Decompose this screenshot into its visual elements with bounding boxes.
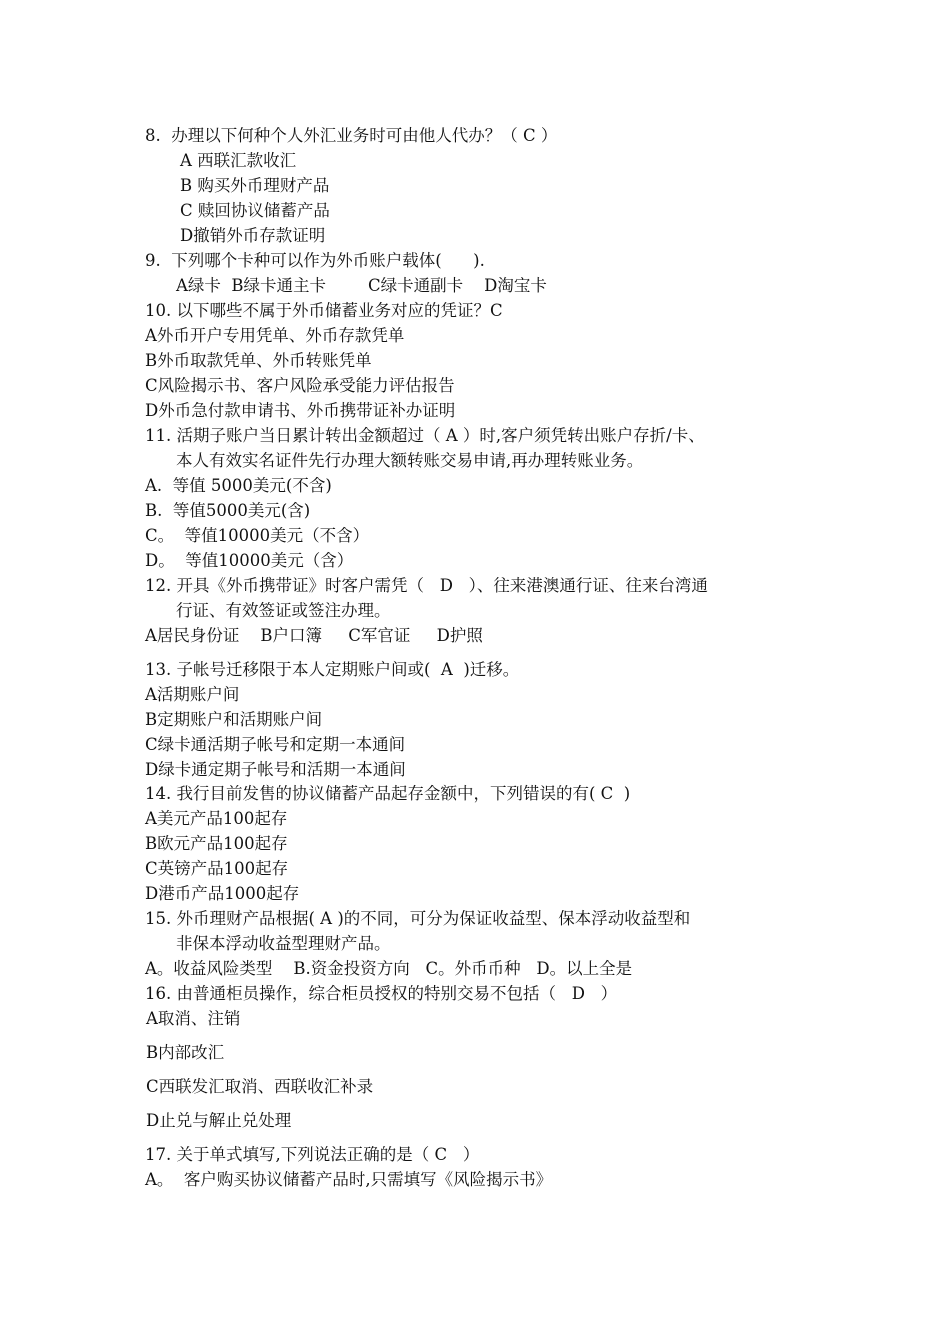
q10-option-b: B外币取款凭单、外币转账凭单 — [145, 351, 372, 370]
q17-question: 17. 关于单式填写,下列说法正确的是（ C ） — [145, 1145, 480, 1164]
q15-question-cont: 非保本浮动收益型理财产品。 — [176, 934, 391, 953]
q13-question: 13. 子帐号迁移限于本人定期账户间或( A )迁移。 — [145, 660, 520, 679]
q8-option-b: B 购买外币理财产品 — [180, 176, 330, 195]
q16-option-c: C西联发汇取消、西联收汇补录 — [146, 1077, 374, 1096]
q16-option-a: A取消、注销 — [146, 1009, 241, 1028]
q14-option-b: B欧元产品100起存 — [145, 834, 288, 853]
q12-question-cont: 行证、有效签证或签注办理。 — [176, 601, 391, 620]
q11-option-b: B. 等值5000美元(含) — [145, 501, 311, 520]
q13-option-a: A活期账户间 — [145, 685, 240, 704]
q17-option-a: A。 客户购买协议储蓄产品时,只需填写《风险揭示书》 — [145, 1170, 553, 1189]
q8-question: 8. 办理以下何种个人外汇业务时可由他人代办？（ C ） — [145, 126, 558, 145]
q13-option-b: B定期账户和活期账户间 — [145, 710, 323, 729]
q9-question: 9. 下列哪个卡种可以作为外币账户载体( ). — [145, 251, 485, 270]
q11-option-d: D。 等值10000美元（含） — [145, 551, 354, 570]
q15-options: A。收益风险类型 B.资金投资方向 C。外币币种 D。以上全是 — [145, 959, 633, 978]
q11-option-c: C。 等值10000美元（不含） — [145, 526, 370, 545]
q16-option-d: D止兑与解止兑处理 — [146, 1111, 292, 1130]
q10-option-c: C风险揭示书、客户风险承受能力评估报告 — [145, 376, 455, 395]
q14-option-a: A美元产品100起存 — [145, 809, 288, 828]
q14-option-d: D港币产品1000起存 — [145, 884, 300, 903]
q12-options: A居民身份证 B户口簿 C军官证 D护照 — [145, 626, 483, 645]
q11-question: 11. 活期子账户当日累计转出金额超过（ A ）时,客户须凭转出账户存折/卡、 — [145, 426, 705, 445]
q10-option-d: D外币急付款申请书、外币携带证补办证明 — [145, 401, 456, 420]
q8-option-c: C 赎回协议储蓄产品 — [180, 201, 330, 220]
q8-option-d: D撤销外币存款证明 — [180, 226, 326, 245]
q11-option-a: A. 等值 5000美元(不含) — [145, 476, 332, 495]
q14-question: 14. 我行目前发售的协议储蓄产品起存金额中，下列错误的有( C ) — [145, 784, 631, 803]
q16-option-b: B内部改汇 — [146, 1043, 225, 1062]
q15-question: 15. 外币理财产品根据( A )的不同，可分为保证收益型、保本浮动收益型和 — [145, 909, 691, 928]
q8-option-a: A 西联汇款收汇 — [180, 151, 297, 170]
q16-question: 16. 由普通柜员操作，综合柜员授权的特别交易不包括（ D ） — [145, 984, 618, 1003]
q13-option-c: C绿卡通活期子帐号和定期一本通间 — [145, 735, 406, 754]
q11-question-cont: 本人有效实名证件先行办理大额转账交易申请,再办理转账业务。 — [176, 451, 644, 470]
q14-option-c: C英镑产品100起存 — [145, 859, 289, 878]
q10-question: 10. 以下哪些不属于外币储蓄业务对应的凭证？C — [145, 301, 503, 320]
q13-option-d: D绿卡通定期子帐号和活期一本通间 — [145, 760, 406, 779]
q9-options: A绿卡 B绿卡通主卡 C绿卡通副卡 D淘宝卡 — [176, 276, 547, 295]
q10-option-a: A外币开户专用凭单、外币存款凭单 — [145, 326, 405, 345]
q12-question: 12. 开具《外币携带证》时客户需凭（ D ）、往来港澳通行证、往来台湾通 — [145, 576, 708, 595]
